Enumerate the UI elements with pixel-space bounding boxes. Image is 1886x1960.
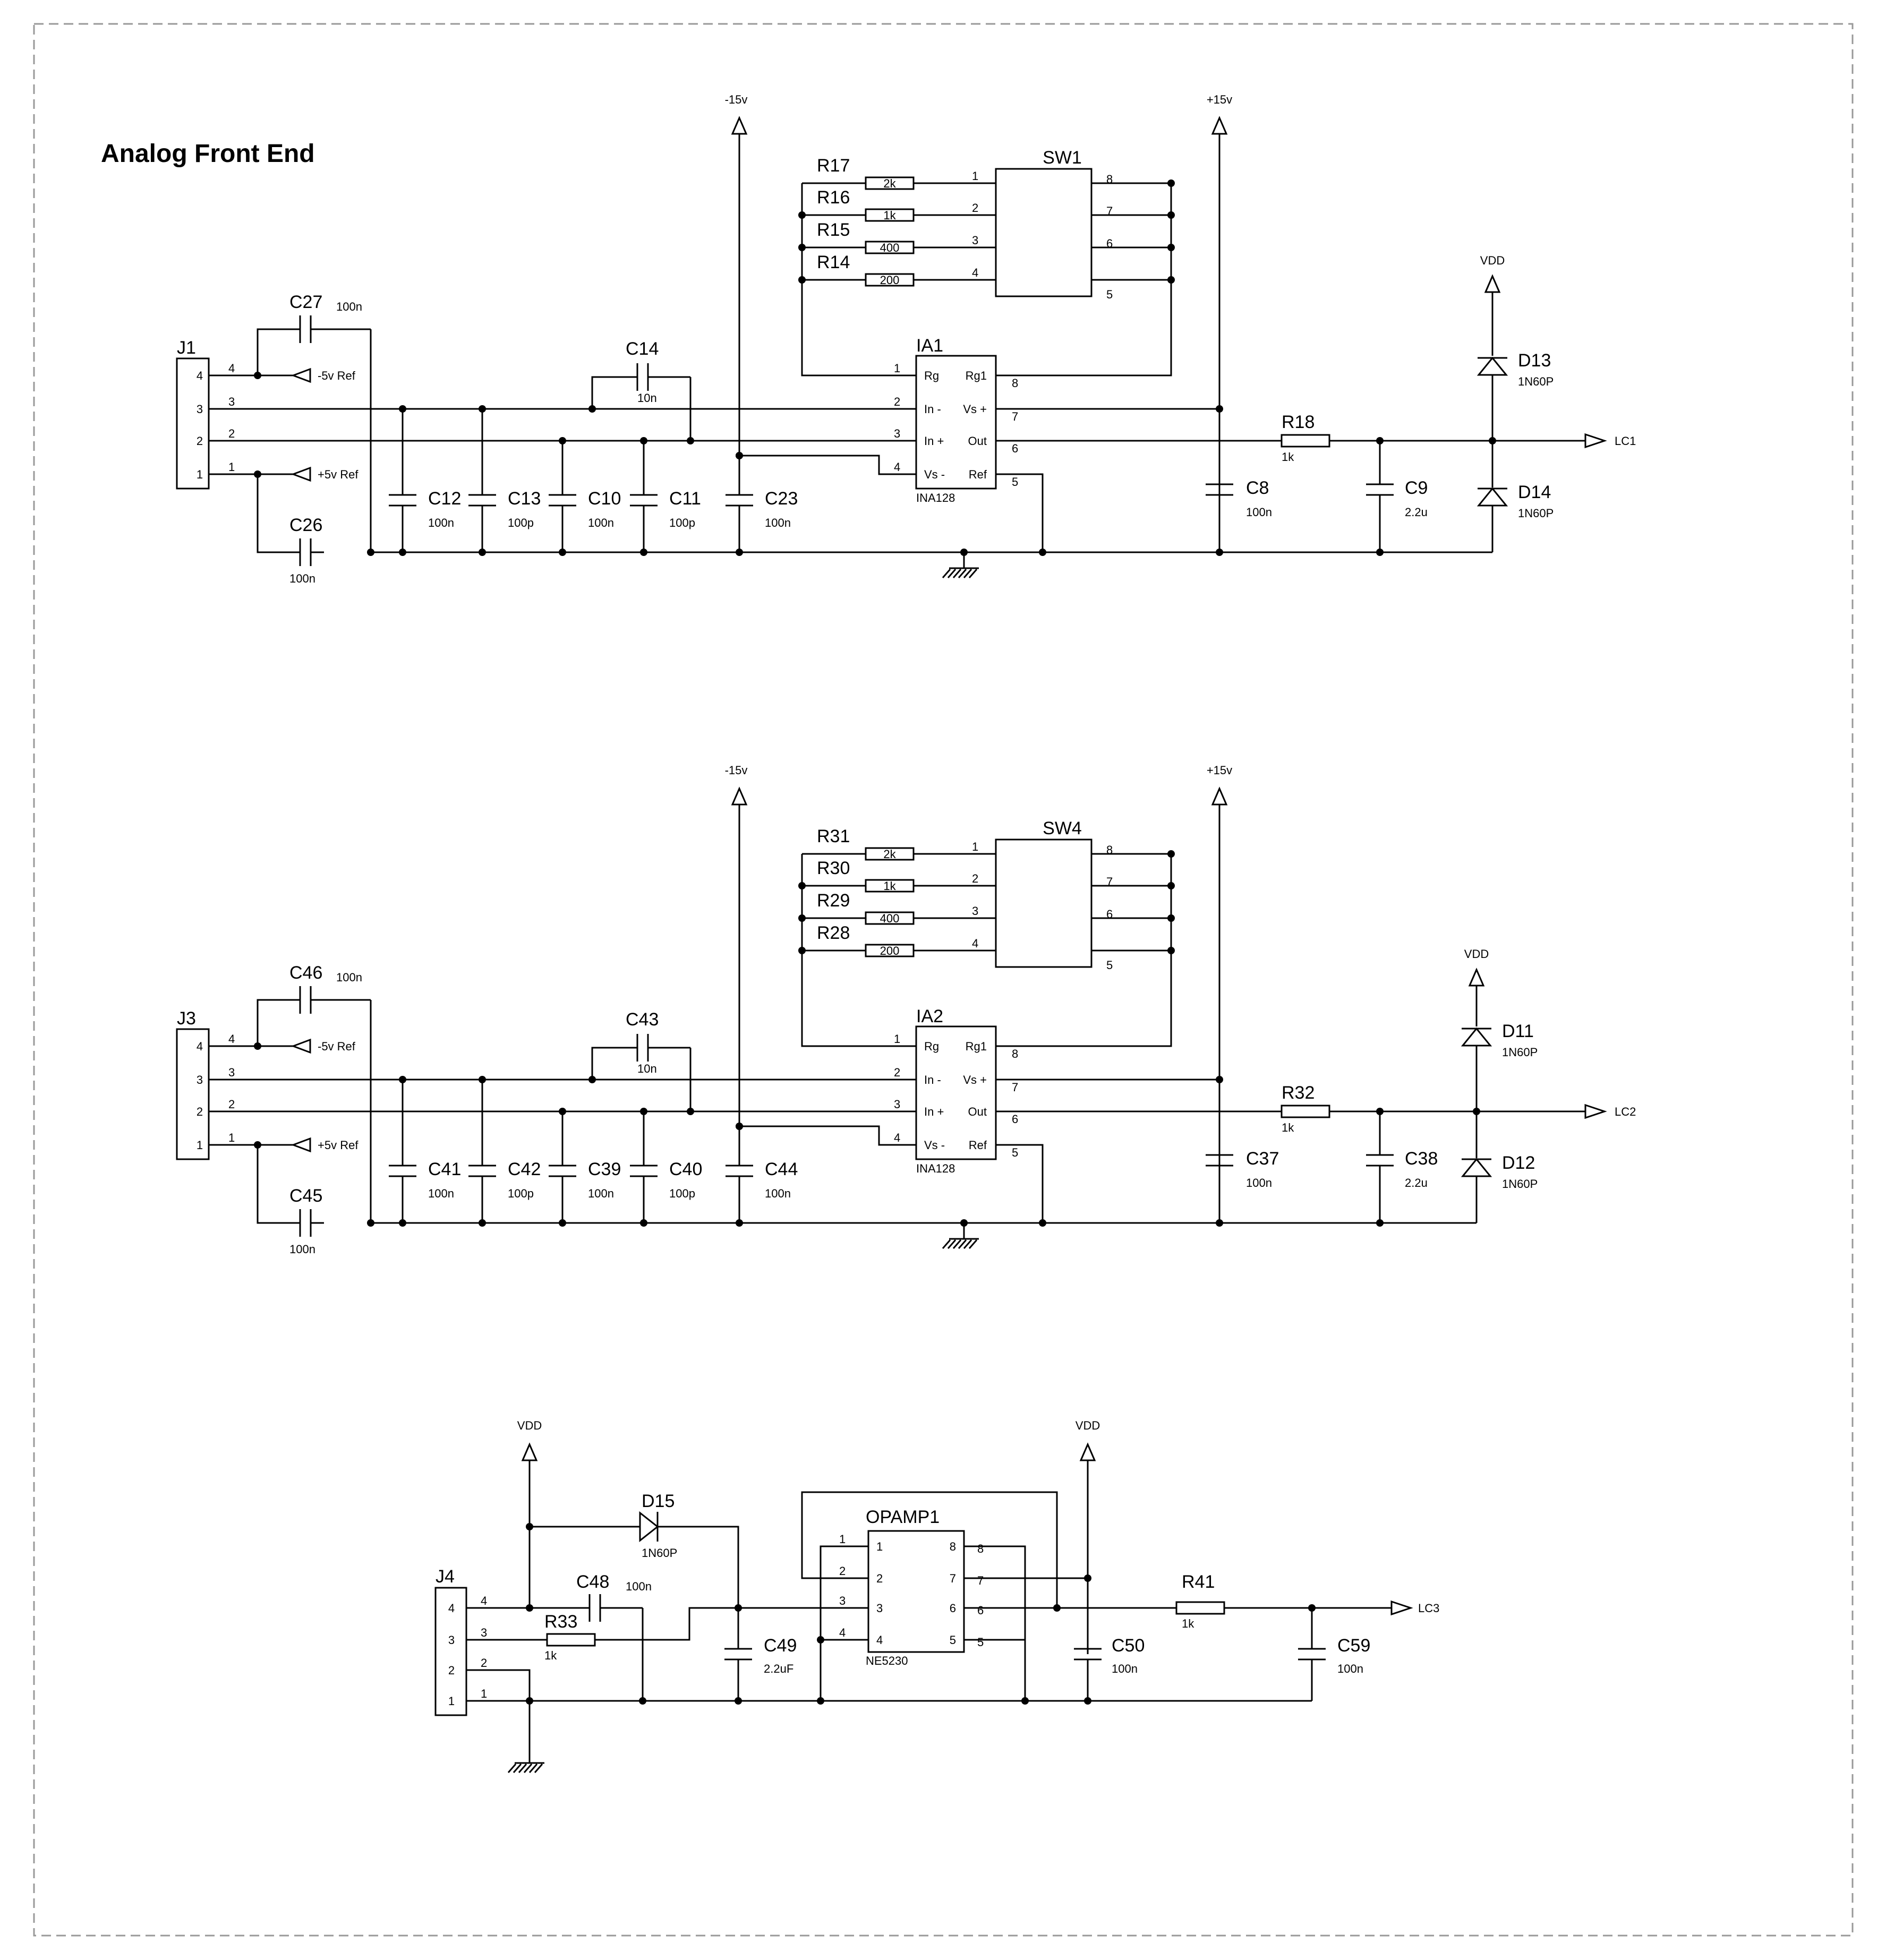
ia-pin-label: Vs + — [963, 1073, 987, 1086]
wire — [466, 1670, 530, 1701]
connector-pin-number: 2 — [196, 1105, 203, 1118]
pin-number: 2 — [972, 872, 979, 885]
resistor-value: 1k — [1282, 450, 1294, 464]
resistor-ref: R29 — [817, 891, 850, 911]
pin-number: 5 — [1012, 1146, 1019, 1159]
capacitor-value: 100p — [508, 1187, 534, 1200]
opamp-part: NE5230 — [866, 1654, 908, 1667]
power-arrow-neg15 — [732, 789, 746, 804]
pin-number: 4 — [839, 1626, 846, 1639]
page-title: Analog Front End — [101, 140, 315, 168]
capacitor-ref: C41 — [428, 1159, 462, 1179]
resistor-ref: R30 — [817, 858, 850, 878]
pin-number: 1 — [228, 460, 235, 474]
resistor-ref: R32 — [1282, 1083, 1315, 1103]
connector-pin-number: 4 — [196, 369, 203, 382]
resistor-value: 2k — [883, 177, 896, 190]
junction-dot — [798, 882, 806, 889]
capacitor-value: 100n — [588, 1187, 614, 1200]
output-port-icon — [1585, 1105, 1605, 1118]
resistor-value: 1k — [1182, 1617, 1194, 1630]
resistor-ref: R18 — [1282, 412, 1315, 432]
pin-number: 2 — [839, 1564, 846, 1578]
pin-number: 3 — [894, 1098, 901, 1111]
ia-pin-label: Out — [968, 434, 987, 448]
resistor-value: 200 — [880, 944, 900, 957]
capacitor-ref: C26 — [289, 515, 323, 535]
pin-number: 3 — [972, 234, 979, 247]
diode-icon — [1463, 1029, 1490, 1046]
connector-pin-number: 1 — [196, 468, 203, 481]
vdd-label: VDD — [1464, 947, 1489, 961]
pin-number: 1 — [894, 1032, 901, 1046]
switch-ref: SW4 — [1043, 818, 1082, 838]
opamp-pin-number: 7 — [949, 1572, 956, 1585]
capacitor-value: 100n — [626, 1580, 652, 1593]
ia-pin-label: Vs - — [924, 1139, 945, 1152]
pin-number: 7 — [1106, 875, 1113, 888]
pin-number: 1 — [481, 1687, 488, 1700]
pin-number: 2 — [894, 395, 901, 408]
resistor-value: 1k — [1282, 1121, 1294, 1134]
ia-pin-label: Out — [968, 1105, 987, 1118]
ref-neg-label: -5v Ref — [318, 1040, 355, 1053]
amp-part: INA128 — [916, 1162, 955, 1175]
wire — [658, 1527, 738, 1608]
resistor-ref: R14 — [817, 252, 850, 272]
junction-dot — [367, 549, 374, 556]
switch-ref: SW1 — [1043, 148, 1082, 168]
pin-number: 6 — [1012, 1112, 1019, 1126]
capacitor-value: 100n — [1112, 1662, 1138, 1675]
capacitor-ref: C27 — [289, 292, 323, 312]
pin-number: 2 — [972, 201, 979, 215]
capacitor-ref: C39 — [588, 1159, 621, 1179]
connector-pin-number: 1 — [196, 1139, 203, 1152]
resistor-value: 1k — [883, 879, 896, 893]
power-arrow-vdd — [1486, 276, 1499, 292]
opamp-pin-number: 3 — [876, 1602, 883, 1615]
pin-number: 1 — [839, 1533, 846, 1546]
capacitor-ref: C37 — [1246, 1149, 1279, 1169]
pin-number: 4 — [894, 460, 901, 474]
pin-number: 3 — [228, 395, 235, 408]
junction-dot — [798, 914, 806, 922]
pin-number: 3 — [481, 1626, 488, 1639]
junction-dot — [798, 244, 806, 251]
resistor-ref: R28 — [817, 923, 850, 943]
opamp-ref: OPAMP1 — [866, 1507, 940, 1527]
pin-number: 1 — [894, 362, 901, 375]
diode-icon — [640, 1513, 658, 1540]
capacitor-value: 100n — [428, 516, 454, 529]
capacitor-value: 100n — [1246, 506, 1272, 519]
diode-value: 1N60P — [1502, 1177, 1538, 1191]
capacitor-value: 100n — [289, 1243, 315, 1256]
ref-flag-icon — [293, 468, 310, 481]
capacitor-value: 2.2u — [1405, 506, 1428, 519]
pin-number: 4 — [894, 1131, 901, 1144]
connector-pin-number: 3 — [196, 403, 203, 416]
pin-number: 3 — [839, 1594, 846, 1607]
capacitor-value: 2.2uF — [764, 1662, 794, 1675]
wire — [739, 456, 916, 474]
pin-number: 1 — [228, 1131, 235, 1144]
pin-number: 4 — [972, 266, 979, 279]
capacitor-value: 10n — [637, 1062, 657, 1075]
diode-ref: D13 — [1518, 350, 1551, 371]
opamp-pin-number: 8 — [949, 1540, 956, 1553]
connector-pin-number: 3 — [448, 1633, 455, 1647]
pin-number: 8 — [1012, 376, 1019, 390]
wire — [592, 377, 632, 409]
wire — [258, 474, 287, 552]
vdd-label: VDD — [517, 1419, 542, 1432]
resistor-value: 1k — [544, 1649, 557, 1662]
wire — [258, 329, 287, 375]
resistor-value: 200 — [880, 273, 900, 287]
connector-pin-number: 2 — [196, 434, 203, 448]
capacitor-ref: C44 — [765, 1159, 798, 1179]
output-port-icon — [1585, 434, 1605, 447]
ia-pin-label: Ref — [968, 1139, 987, 1152]
ref-pos-label: +5v Ref — [318, 468, 359, 481]
ia-pin-label: Rg1 — [965, 1040, 987, 1053]
ref-pos-label: +5v Ref — [318, 1139, 359, 1152]
capacitor-value: 10n — [637, 391, 657, 405]
resistor-body — [547, 1634, 595, 1646]
connector-ref: J1 — [177, 338, 196, 358]
resistor-value: 400 — [880, 912, 900, 925]
connector-pin-number: 3 — [196, 1073, 203, 1086]
pin-number: 5 — [1106, 288, 1113, 301]
capacitor-value: 2.2u — [1405, 1176, 1428, 1189]
switch-body — [996, 840, 1091, 967]
capacitor-ref: C8 — [1246, 478, 1269, 498]
rail-pos15-label: +15v — [1206, 764, 1233, 777]
wire — [739, 1126, 916, 1145]
pin-number: 4 — [228, 362, 235, 375]
wire — [996, 1145, 1043, 1223]
power-arrow-pos15 — [1213, 118, 1226, 134]
wire — [964, 1546, 1025, 1701]
pin-number: 5 — [977, 1636, 984, 1649]
pin-number: 2 — [228, 427, 235, 440]
rail-pos15-label: +15v — [1206, 93, 1233, 106]
capacitor-ref: C49 — [764, 1636, 797, 1656]
output-label: LC3 — [1418, 1602, 1440, 1615]
diode-ref: D11 — [1502, 1021, 1534, 1041]
ia-pin-label: Vs - — [924, 468, 945, 481]
ia-pin-label: In + — [924, 1105, 944, 1118]
pin-number: 2 — [481, 1656, 488, 1670]
capacitor-value: 100n — [1337, 1662, 1363, 1675]
vdd-label: VDD — [1075, 1419, 1100, 1432]
resistor-ref: R31 — [817, 826, 850, 846]
resistor-body — [1176, 1602, 1224, 1614]
output-label: LC1 — [1615, 434, 1636, 448]
capacitor-value: 100n — [289, 572, 315, 585]
diode-value: 1N60P — [1502, 1046, 1538, 1059]
resistor-ref: R17 — [817, 156, 850, 176]
capacitor-value: 100n — [765, 516, 791, 529]
pin-number: 3 — [894, 427, 901, 440]
diode-value: 1N60P — [1518, 507, 1554, 520]
pin-number: 8 — [1012, 1047, 1019, 1060]
ref-flag-icon — [293, 1040, 310, 1052]
junction-dot — [1053, 1604, 1061, 1612]
wire — [996, 474, 1043, 552]
capacitor-ref: C9 — [1405, 478, 1428, 498]
power-arrow-pos15 — [1213, 789, 1226, 804]
connector-pin-number: 4 — [448, 1602, 455, 1615]
ia-pin-label: In - — [924, 1073, 941, 1086]
capacitor-ref: C43 — [626, 1009, 659, 1030]
resistor-value: 2k — [883, 848, 896, 861]
resistor-ref: R41 — [1182, 1572, 1215, 1592]
pin-number: 1 — [972, 169, 979, 183]
ref-neg-label: -5v Ref — [318, 369, 355, 382]
capacitor-value: 100n — [336, 971, 362, 984]
pin-number: 8 — [977, 1542, 984, 1555]
capacitor-ref: C45 — [289, 1186, 323, 1206]
power-arrow-vdd — [523, 1444, 536, 1460]
wire — [258, 1145, 287, 1223]
wire — [592, 1048, 632, 1080]
ia-pin-label: In + — [924, 434, 944, 448]
switch-body — [996, 169, 1091, 296]
junction-dot — [798, 276, 806, 284]
capacitor-ref: C59 — [1337, 1636, 1371, 1656]
resistor-value: 400 — [880, 241, 900, 254]
resistor-ref: R15 — [817, 220, 850, 240]
capacitor-ref: C14 — [626, 339, 659, 359]
pin-number: 5 — [1106, 958, 1113, 972]
pin-number: 6 — [1012, 442, 1019, 455]
ia-pin-label: Ref — [968, 468, 987, 481]
capacitor-ref: C10 — [588, 489, 621, 509]
resistor-value: 1k — [883, 209, 896, 222]
pin-number: 7 — [977, 1574, 984, 1587]
capacitor-ref: C48 — [576, 1572, 610, 1592]
capacitor-ref: C38 — [1405, 1149, 1438, 1169]
diode-ref: D14 — [1518, 482, 1551, 502]
ref-flag-icon — [293, 369, 310, 382]
pin-number: 6 — [1106, 908, 1113, 921]
pin-number: 7 — [1012, 1081, 1019, 1094]
connector-pin-number: 1 — [448, 1694, 455, 1708]
diode-icon — [1463, 1159, 1490, 1176]
rail-neg15-label: -15v — [724, 93, 748, 106]
pin-number: 8 — [1106, 843, 1113, 857]
ia-pin-label: In - — [924, 403, 941, 416]
connector-body — [177, 358, 209, 489]
opamp-pin-number: 6 — [949, 1602, 956, 1615]
pin-number: 6 — [1106, 237, 1113, 250]
ia-pin-label: Rg — [924, 369, 940, 382]
junction-dot — [798, 211, 806, 219]
diode-icon — [1479, 489, 1506, 506]
amp-part: INA128 — [916, 491, 955, 504]
connector-body — [177, 1029, 209, 1159]
diode-value: 1N60P — [642, 1546, 678, 1560]
capacitor-value: 100n — [1246, 1176, 1272, 1189]
pin-number: 2 — [228, 1098, 235, 1111]
capacitor-ref: C50 — [1112, 1636, 1145, 1656]
wire — [595, 1608, 738, 1640]
output-label: LC2 — [1615, 1105, 1636, 1118]
pin-number: 4 — [228, 1032, 235, 1046]
connector-ref: J4 — [436, 1567, 455, 1587]
capacitor-value: 100n — [765, 1187, 791, 1200]
connector-pin-number: 4 — [196, 1040, 203, 1053]
diode-ref: D12 — [1502, 1153, 1535, 1173]
capacitor-ref: C46 — [289, 963, 323, 983]
ref-flag-icon — [293, 1139, 310, 1151]
capacitor-ref: C11 — [669, 489, 701, 509]
amp-ref: IA1 — [916, 336, 944, 356]
diode-ref: D15 — [642, 1491, 675, 1511]
rail-neg15-label: -15v — [724, 764, 748, 777]
capacitor-ref: C12 — [428, 489, 462, 509]
pin-number: 1 — [972, 840, 979, 853]
capacitor-value: 100p — [669, 1187, 695, 1200]
circuit-area — [177, 93, 1636, 1773]
capacitor-value: 100p — [508, 516, 534, 529]
diode-value: 1N60P — [1518, 375, 1554, 388]
ia-pin-label: Rg — [924, 1040, 940, 1053]
pin-number: 4 — [972, 937, 979, 950]
diode-icon — [1479, 358, 1506, 375]
pin-number: 7 — [1012, 410, 1019, 423]
capacitor-ref: C13 — [508, 489, 541, 509]
capacitor-ref: C42 — [508, 1159, 541, 1179]
junction-dot — [798, 947, 806, 954]
capacitor-value: 100n — [336, 300, 362, 313]
capacitor-ref: C23 — [765, 489, 798, 509]
pin-number: 3 — [228, 1066, 235, 1079]
capacitor-value: 100n — [428, 1187, 454, 1200]
pin-number: 7 — [1106, 204, 1113, 218]
power-arrow-vdd — [1470, 970, 1483, 986]
pin-number: 3 — [972, 904, 979, 918]
power-arrow-vdd — [1081, 1444, 1095, 1460]
resistor-body — [1282, 1106, 1329, 1117]
opamp-pin-number: 4 — [876, 1633, 883, 1647]
opamp-pin-number: 2 — [876, 1572, 883, 1585]
connector-ref: J3 — [177, 1008, 196, 1029]
resistor-ref: R33 — [544, 1612, 578, 1632]
pin-number: 8 — [1106, 173, 1113, 186]
vdd-label: VDD — [1480, 254, 1505, 267]
ia-pin-label: Rg1 — [965, 369, 987, 382]
resistor-body — [1282, 435, 1329, 447]
amp-ref: IA2 — [916, 1006, 944, 1026]
pin-number: 2 — [894, 1066, 901, 1079]
junction-dot — [1084, 1574, 1091, 1582]
opamp-pin-number: 1 — [876, 1540, 883, 1553]
connector-pin-number: 2 — [448, 1664, 455, 1677]
wire — [258, 1000, 287, 1046]
pin-number: 6 — [977, 1604, 984, 1617]
output-port-icon — [1392, 1602, 1411, 1614]
junction-dot — [367, 1219, 374, 1227]
power-arrow-neg15 — [732, 118, 746, 134]
pin-number: 5 — [1012, 475, 1019, 489]
capacitor-ref: C40 — [669, 1159, 703, 1179]
capacitor-value: 100p — [669, 516, 695, 529]
opamp-pin-number: 5 — [949, 1633, 956, 1647]
capacitor-value: 100n — [588, 516, 614, 529]
ia-pin-label: Vs + — [963, 403, 987, 416]
pin-number: 4 — [481, 1594, 488, 1607]
resistor-ref: R16 — [817, 187, 850, 208]
